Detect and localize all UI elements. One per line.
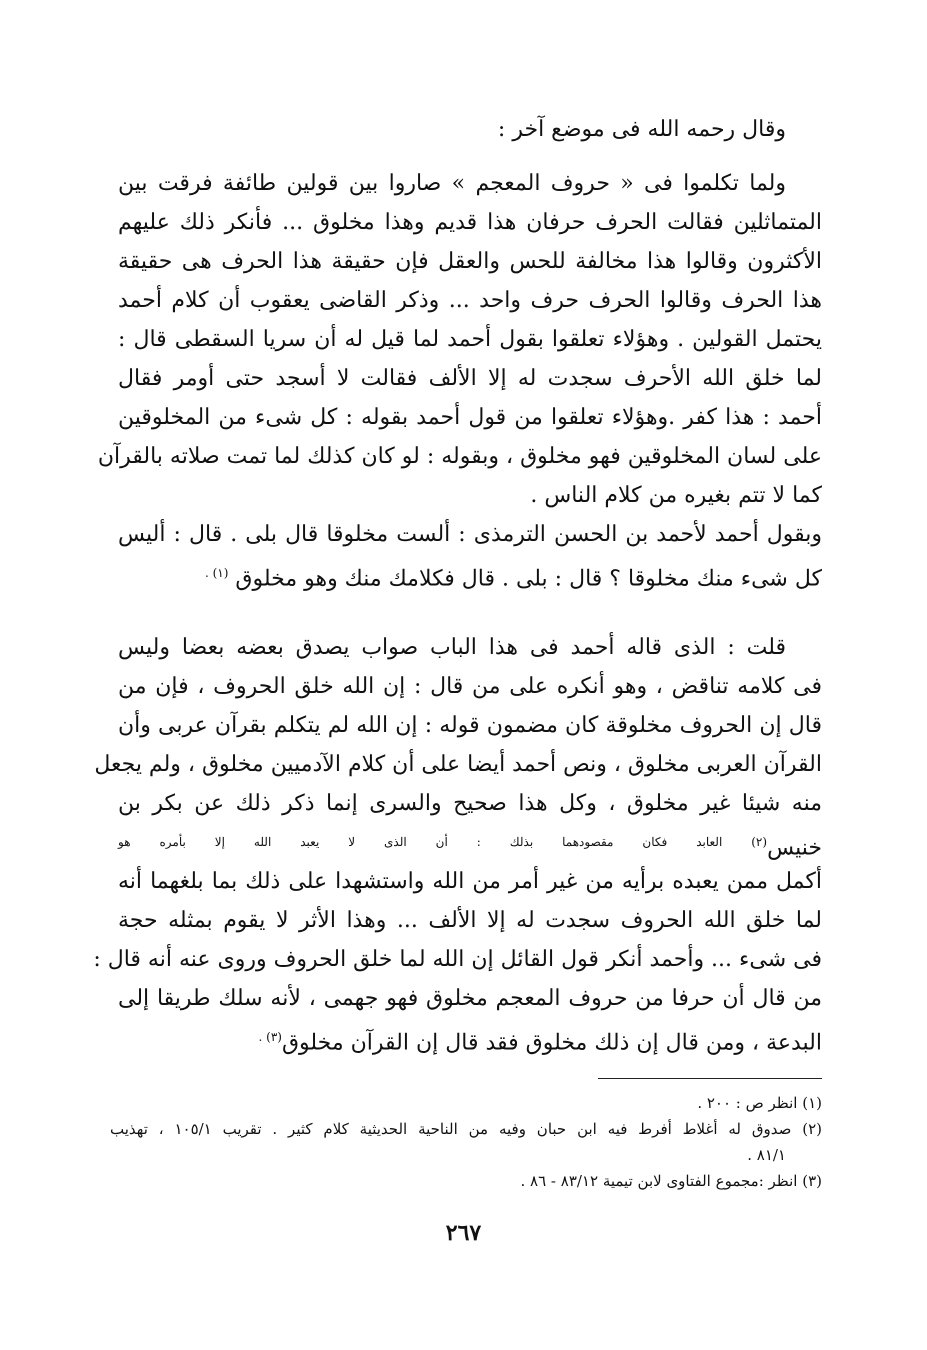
text-line [118, 554, 822, 593]
paragraph-1 [97, 164, 822, 593]
footnote-ref-1: (١) . [204, 566, 229, 580]
intro-line: وقال رحمه الله فى موضع آخر : [497, 117, 786, 142]
footnotes [110, 1090, 822, 1194]
text-line: قلت : الذى قاله أحمد فى هذا الباب صواب يصدق بعضه بعضا وليس [118, 635, 786, 660]
paragraph-2 [93, 628, 822, 1057]
text-line: على لسان المخلوقين فهو مخلوق ، وبقوله : لو كان كذلك لما تمت صلاته بالقرآن [97, 444, 822, 469]
text-line: ولما تكلموا فى « حروف المعجم » صاروا بين قولين طائفة فرقت بين [118, 171, 786, 196]
text-line: القرآن العربى مخلوق ، ونص أحمد أيضا على أن كلام الآدميين مخلوق ، ولم يجعل [94, 752, 822, 777]
text-line: أحمد : هذا كفر .وهؤلاء تعلقوا من قول أحمد بقوله : كل شىء من المخلوقين [118, 405, 822, 430]
footnote-divider [598, 1078, 822, 1079]
text-line: كما لا تتم بغيره من كلام الناس . [530, 483, 822, 508]
footnote-2: (٢) صدوق له أغلاط أفرط فيه ابن حبان وفيه من الناحية الحديثية كلام كثير . تقريب ١٠٥/١ ، تهذيب [110, 1120, 822, 1138]
text-line: منه شيئا غير مخلوق ، وكل هذا صحيح والسرى إنما ذكر ذلك عن بكر بن [118, 791, 822, 816]
text-segment: خنيس [767, 835, 822, 861]
text-line: لما خلق الله الأحرف سجدت له إلا الألف فقالت لا أسجد حتى أومر فقال [118, 366, 822, 391]
footnote-2-continuation: ٨١/١ . [747, 1146, 786, 1164]
text-line: لما خلق الله الحروف سجدت له إلا الألف ... وهذا الأثر لا يقوم بمثله حجة [118, 908, 822, 933]
page-number: ٢٦٧ [445, 1220, 482, 1246]
text-line [118, 1018, 822, 1057]
footnote-3: (٣) انظر :مجموع الفتاوى لابن تيمية ٨٣/١٢ - ٨٦ . [520, 1172, 822, 1190]
intro-heading [118, 110, 822, 149]
text-line: أكمل ممن يعبده برأيه من غير أمر من الله واستشهدا على ذلك بما بلغهما أنه [118, 869, 822, 894]
footnote-ref-2: (٢) العابد فكان مقصودهما بذلك : أن الذى لا يعبد الله إلا بأمره هو [118, 835, 768, 849]
footnote-1: (١) انظر ص : ٢٠٠ . [697, 1094, 822, 1112]
text-line: قال إن الحروف مخلوقة كان مضمون قوله : إن الله لم يتكلم بقرآن عربى وأن [118, 713, 822, 738]
text-line: من قال أن حرفا من حروف المعجم مخلوق فهو جهمى ، لأنه سلك طريقا إلى [118, 986, 822, 1011]
text-line: الأكثرون وقالوا هذا مخالفة للحس والعقل فإن حقيقة هذا الحرف هى حقيقة [118, 249, 822, 274]
text-line: يحتمل القولين . وهؤلاء تعلقوا بقول أحمد لما قيل له أن سريا السقطى قال : [118, 327, 822, 352]
footnote-ref-3: (٣) . [258, 1030, 282, 1044]
text-segment: كل شىء منك مخلوقا ؟ قال : بلى . قال فكلامك منك وهو مخلوق [235, 566, 822, 592]
text-line [118, 823, 822, 862]
text-line: فى كلامه تناقض ، وهو أنكره على من قال : إن الله خلق الحروف ، فإن من [118, 674, 822, 699]
text-line: وبقول أحمد لأحمد بن الحسن الترمذى : ألست مخلوقا قال بلى . قال : أليس [118, 522, 822, 547]
text-line: المتماثلين فقالت الحرف حرفان هذا قديم وهذا مخلوق ... فأنكر ذلك عليهم [118, 210, 822, 235]
text-line: هذا الحرف وقالوا الحرف حرف واحد ... وذكر القاضى يعقوب أن كلام أحمد [118, 288, 822, 313]
text-segment: البدعة ، ومن قال إن ذلك مخلوق فقد قال إن القرآن مخلوق [281, 1030, 822, 1056]
text-line: فى شىء ... وأحمد أنكر قول القائل إن الله لما خلق الحروف وروى عنه أنه قال : [93, 947, 822, 972]
